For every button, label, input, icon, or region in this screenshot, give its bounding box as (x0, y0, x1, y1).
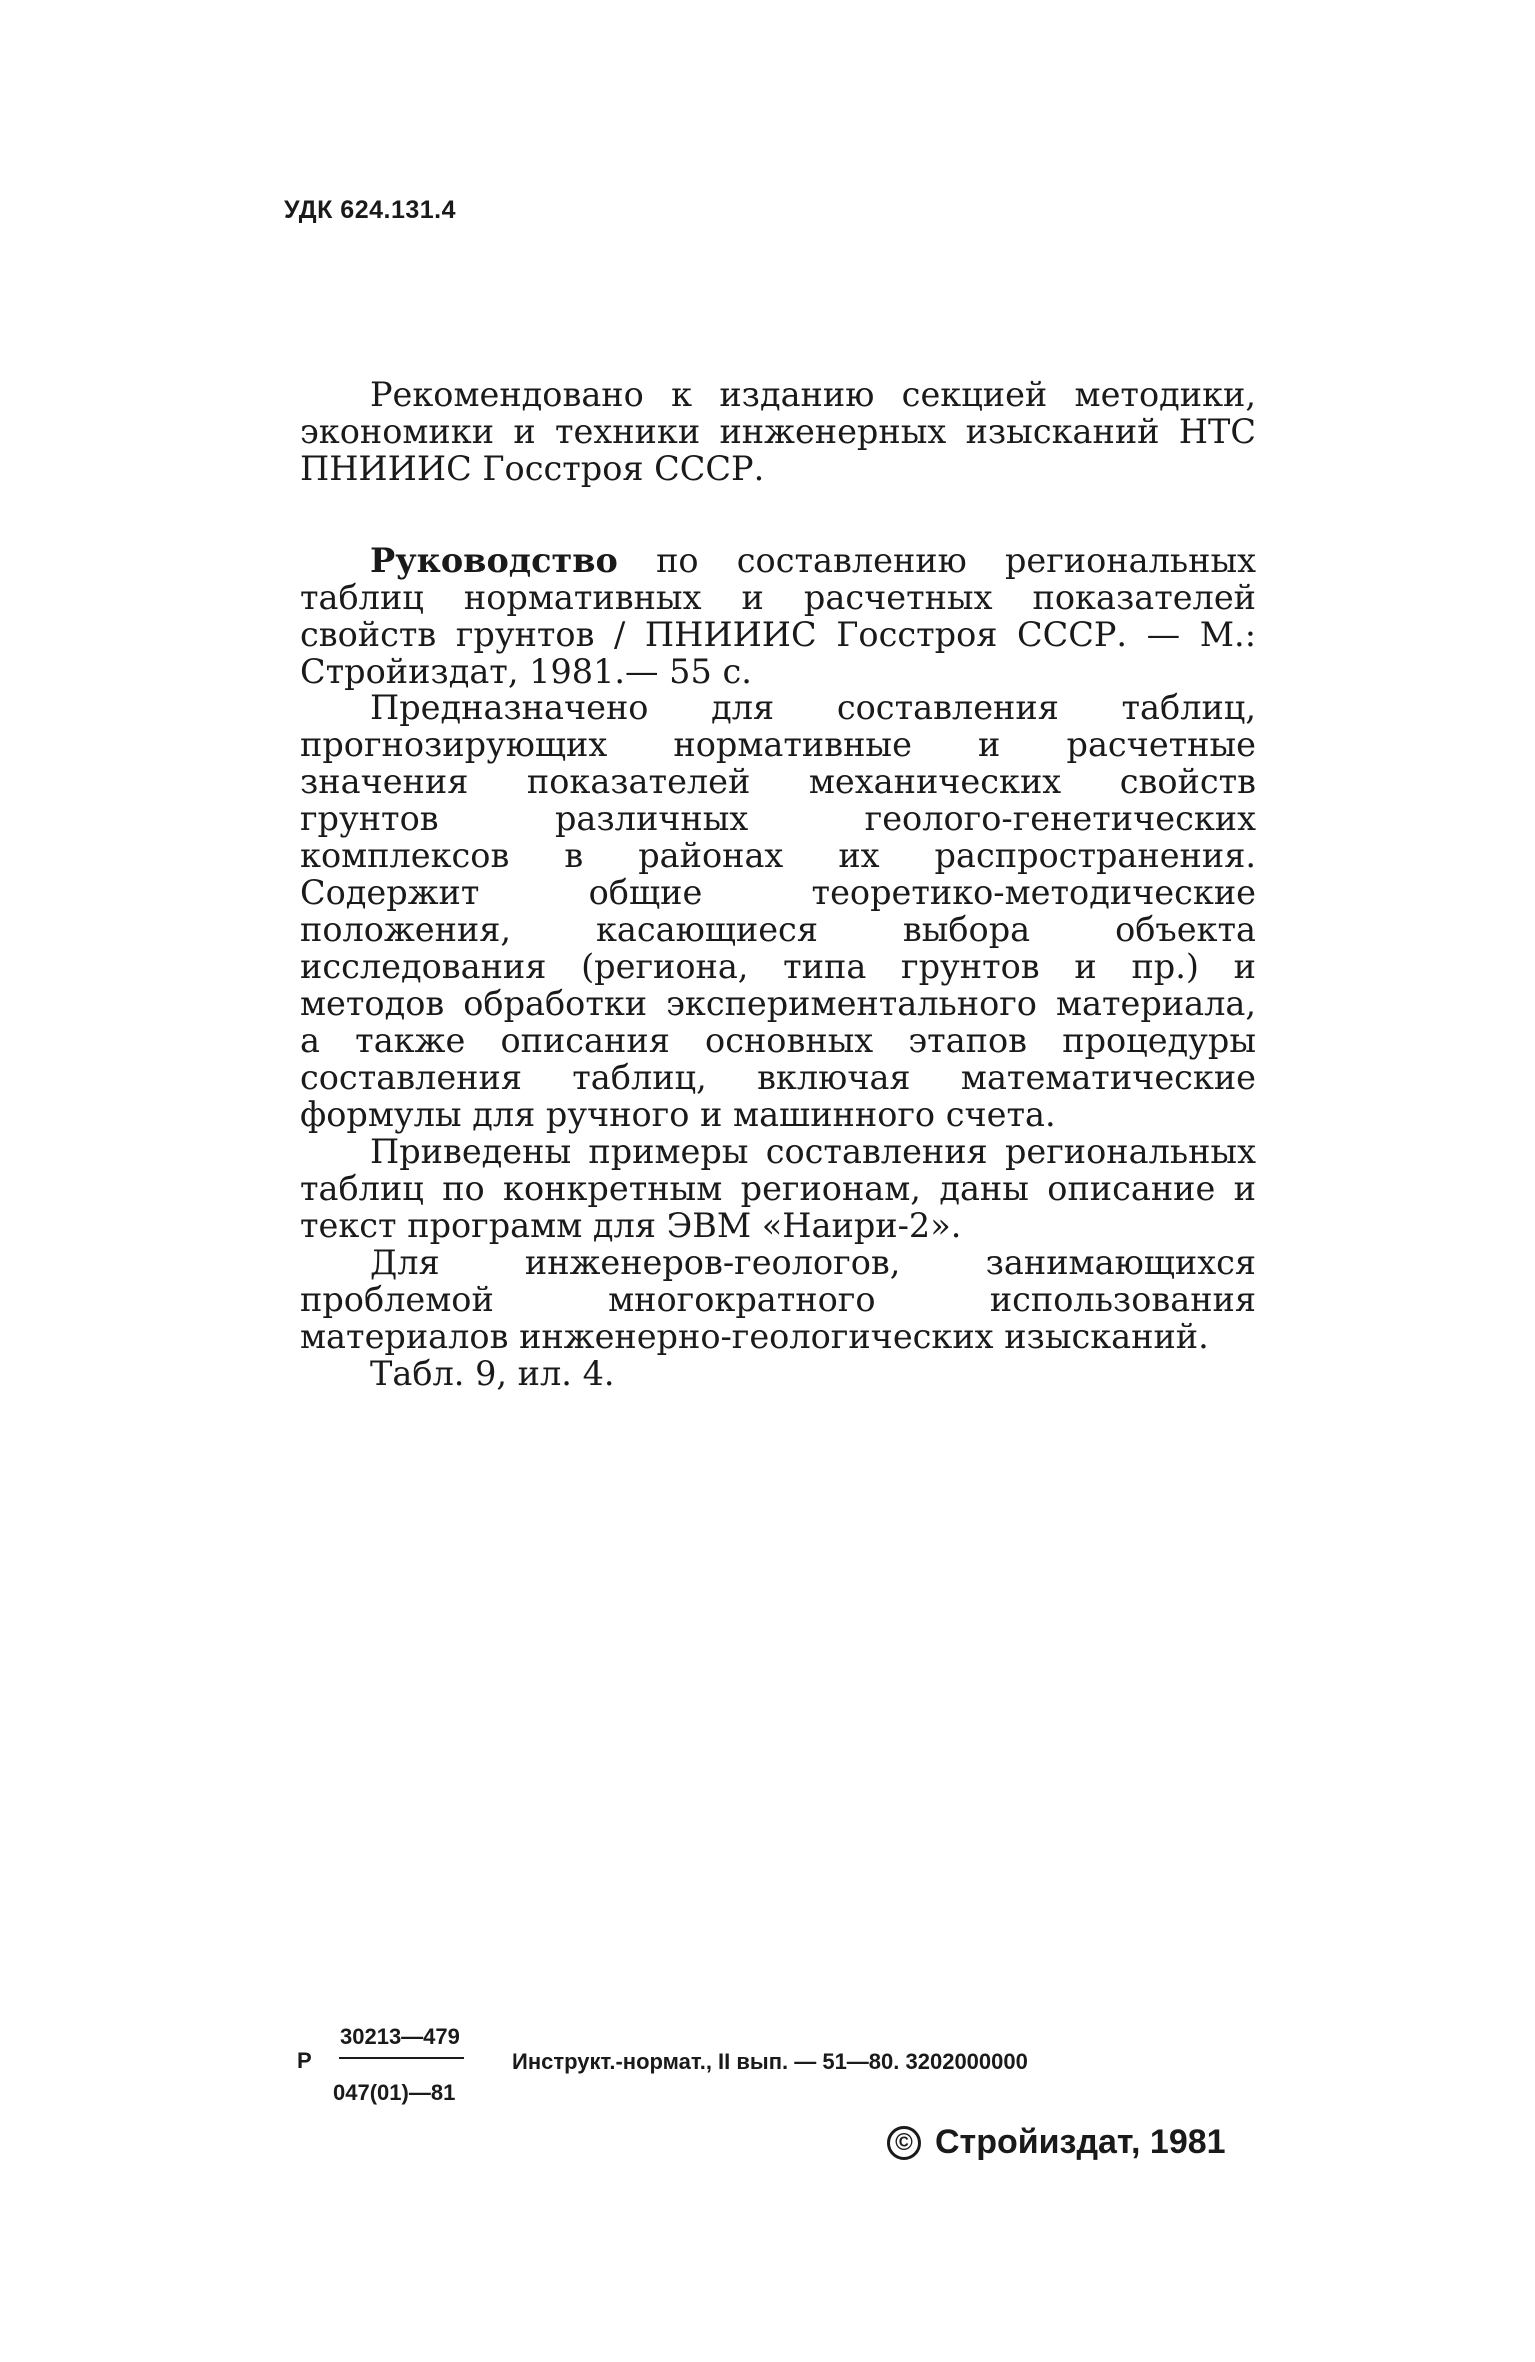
bibliographic-details: по составлению региональных таблиц нормативных и расчетных показателей свойств грунтов / ПНИИИС Госстроя СССР. — М.: Стройиздат, 1981.— 55 с. (300, 541, 1256, 691)
imprint-denominator: 047(01)—81 (333, 2080, 456, 2105)
abstract-paragraph: Для инженеров-геологов, занимающихся проблемой многократного использования материалов инженерно-геологических изысканий. (300, 1243, 1256, 1356)
imprint-series: Инструкт.-нормат., II вып. — 51—80. 3202000000 (512, 2049, 1028, 2074)
copyright-icon: © (887, 2126, 921, 2160)
copyright-text: Стройиздат, 1981 (935, 2123, 1226, 2161)
abstract (300, 689, 1256, 1392)
bibliographic-record (300, 542, 1256, 690)
imprint-code (297, 2014, 1257, 2105)
recommendation-note: Рекомендовано к изданию секцией методики, экономики и техники инженерных изысканий НТС ПНИИИС Госстроя СССР. (300, 375, 1256, 488)
imprint-numerator: 30213—479 (340, 2024, 460, 2049)
copyright-line (887, 2123, 1226, 2162)
imprint-letter: Р (297, 2048, 312, 2073)
bibliographic-title: Руководство (370, 541, 618, 580)
fraction-line (339, 2057, 464, 2059)
udk-code: УДК 624.131.4 (284, 196, 457, 224)
abstract-paragraph: Предназначено для составления таблиц, прогнозирующих нормативные и расчетные значения показателей механических свойств грунтов различных геолого-генетических комплексов в районах их распространения. Содержит общие теоретико-методические положения, касающиеся выбора объекта исследования (региона, типа грунтов и пр.) и методов обработки экспериментального материала, а также описания основных этапов процедуры составления таблиц, включая математические формулы для ручного и машинного счета. (300, 688, 1256, 1134)
abstract-paragraph: Приведены примеры составления региональных таблиц по конкретным регионам, даны описание и текст программ для ЭВМ «Наири-2». (300, 1132, 1256, 1245)
tables-illustrations-count: Табл. 9, ил. 4. (370, 1354, 615, 1393)
